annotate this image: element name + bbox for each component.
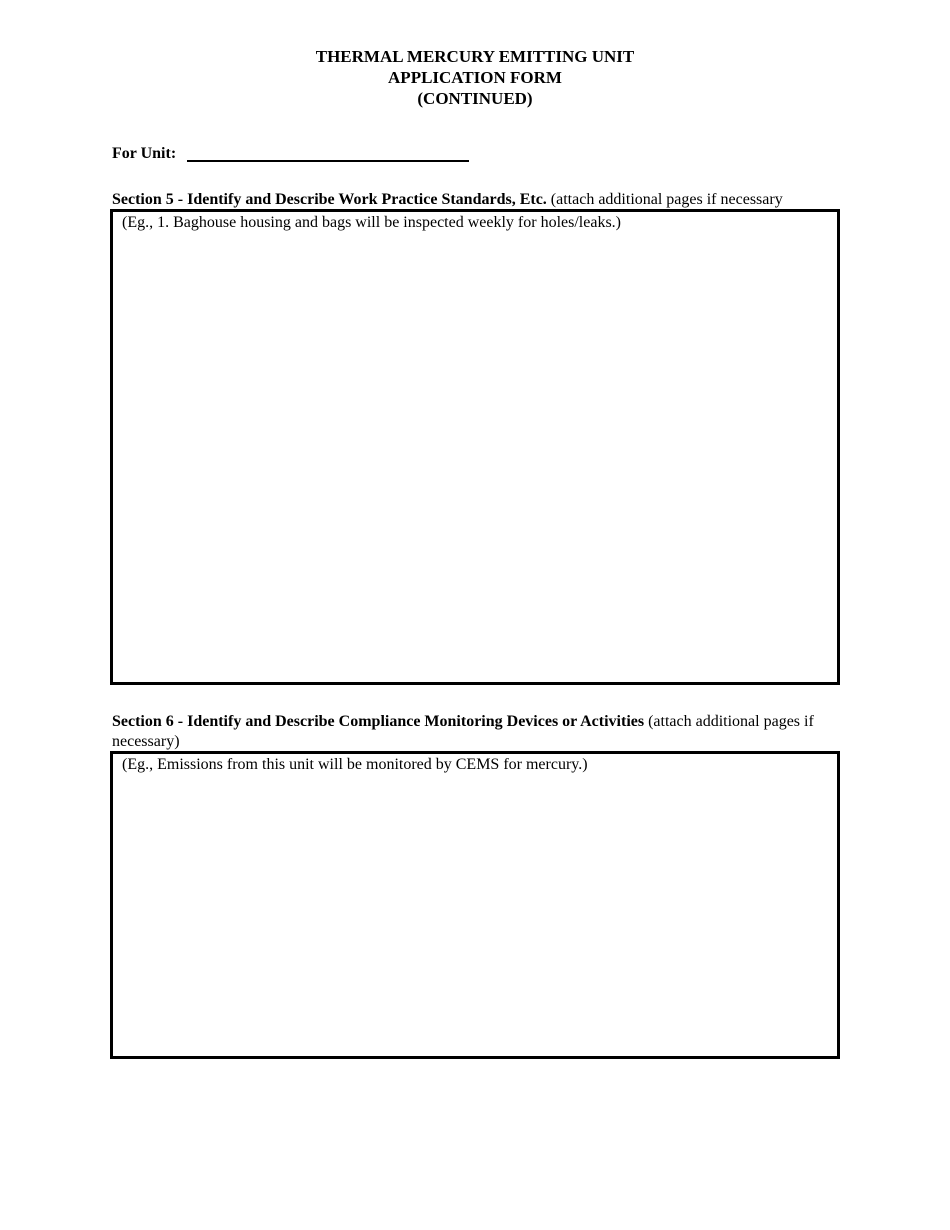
- for-unit-field[interactable]: [187, 160, 469, 162]
- form-title: [0, 46, 950, 109]
- section-5-note: (attach additional pages if necessary: [546, 191, 783, 208]
- title-line-3: (CONTINUED): [417, 89, 533, 108]
- for-unit-label: For Unit:: [112, 145, 177, 162]
- section-5-title: Section 5 - Identify and Describe Work Practice Standards, Etc.: [112, 191, 547, 208]
- section-5-heading: [112, 190, 783, 210]
- section-6-title: Section 6 - Identify and Describe Compliance Monitoring Devices or Activities: [112, 713, 645, 730]
- section-6-note: (attach additional pages if necessary): [112, 713, 814, 750]
- section-5-textarea[interactable]: [110, 209, 840, 685]
- section-6-textarea[interactable]: [110, 751, 840, 1059]
- title-line-1: THERMAL MERCURY EMITTING UNIT: [315, 47, 635, 66]
- section-5-hint: (Eg., 1. Baghouse housing and bags will be inspected weekly for holes/leaks.): [122, 214, 621, 231]
- section-6-hint: (Eg., Emissions from this unit will be monitored by CEMS for mercury.): [122, 756, 588, 773]
- section-6-heading: [112, 712, 832, 752]
- title-line-2: APPLICATION FORM: [388, 68, 562, 87]
